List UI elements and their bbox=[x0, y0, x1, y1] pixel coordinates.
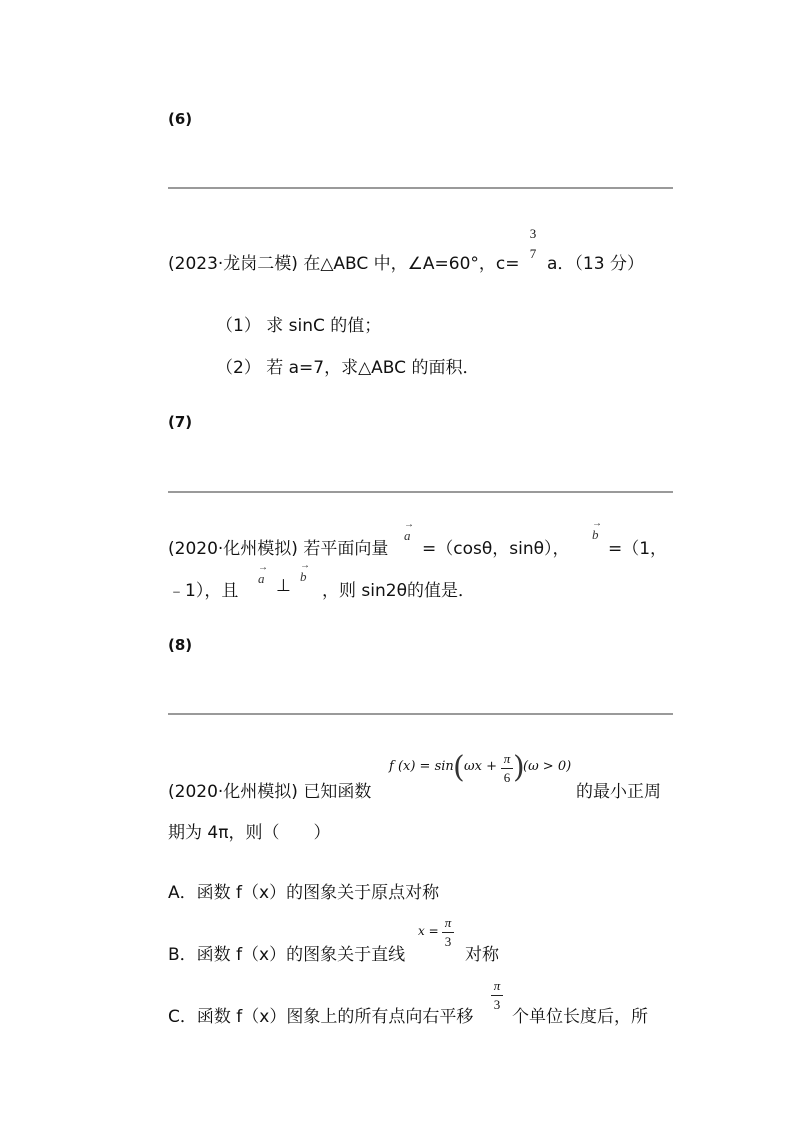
q9-stem bbox=[168, 777, 371, 802]
divider-3 bbox=[168, 713, 673, 715]
option-b-pi: π bbox=[444, 915, 452, 930]
q9-stem-text: 已知函数 bbox=[303, 782, 372, 802]
option-b-den: 3 bbox=[444, 934, 452, 949]
q9-line2: 期为 4π，则（ ） bbox=[168, 823, 331, 843]
question-number-8: (8) bbox=[168, 636, 193, 654]
q8-source: (2020·化州模拟) bbox=[168, 539, 298, 559]
q7-part-2: （2） 若 a=7，求△ABC 的面积． bbox=[216, 358, 480, 378]
q8-line2-start: ﹣1），且 bbox=[168, 581, 239, 601]
option-b-end: 对称 bbox=[465, 945, 499, 965]
question-number-7: (7) bbox=[168, 413, 193, 431]
formula-left: f (x) = sin bbox=[389, 759, 454, 774]
q8-line1-left bbox=[168, 534, 388, 559]
vector-a-symbol-2: → a bbox=[258, 562, 268, 586]
divider-2 bbox=[168, 491, 673, 493]
q8-line1-end: =（1， bbox=[608, 539, 668, 559]
option-c-pi: π bbox=[493, 978, 501, 993]
option-b: B．函数 f（x）的图象关于直线 bbox=[168, 945, 406, 965]
formula-six: 6 bbox=[503, 770, 511, 785]
q7-fraction bbox=[526, 226, 540, 262]
formula-pi-over-6 bbox=[501, 751, 513, 786]
vec-a-letter-2: a bbox=[258, 571, 265, 586]
q8-line1-text: 若平面向量 bbox=[303, 539, 389, 559]
option-b-fraction bbox=[442, 915, 454, 950]
option-b-x: x = bbox=[418, 924, 439, 938]
formula-paren-open: ( bbox=[453, 750, 465, 785]
q9-function-formula bbox=[389, 750, 572, 790]
q7-frac-num: 3 bbox=[529, 226, 537, 241]
divider-1 bbox=[168, 187, 673, 189]
formula-inner: ωx + bbox=[464, 759, 497, 774]
q9-source: (2020·化州模拟) bbox=[168, 782, 298, 802]
option-a: A．函数 f（x）的图象关于原点对称 bbox=[168, 883, 440, 903]
q9-stem-end: 的最小正周 bbox=[576, 782, 661, 802]
vec-b-letter: b bbox=[592, 527, 599, 542]
q8-line2-end: ，则 sin2θ的值是． bbox=[322, 581, 475, 601]
vec-a-letter: a bbox=[404, 528, 411, 543]
q7-source: (2023·龙岗二模) bbox=[168, 254, 298, 274]
vector-b-symbol: → b bbox=[592, 518, 602, 542]
option-c-den: 3 bbox=[493, 997, 501, 1012]
vec-b-letter-2: b bbox=[300, 569, 307, 584]
option-c-fraction bbox=[491, 978, 503, 1013]
q7-frac-den: 7 bbox=[529, 246, 537, 261]
option-c: C．函数 f（x）图象上的所有点向右平移 bbox=[168, 1007, 474, 1027]
perpendicular-symbol: ⊥ bbox=[276, 576, 291, 596]
q7-stem bbox=[168, 249, 520, 274]
q7-stem-prefix: 在△ABC 中，∠A=60°，c= bbox=[303, 254, 520, 274]
formula-condition: (ω > 0) bbox=[523, 759, 572, 774]
option-c-end: 个单位长度后，所 bbox=[512, 1007, 648, 1027]
formula-paren-close: ) bbox=[513, 750, 525, 785]
q7-stem-suffix: a．（13 分） bbox=[547, 254, 644, 274]
option-b-formula bbox=[418, 915, 460, 951]
formula-pi: π bbox=[503, 751, 511, 766]
question-number-6: (6) bbox=[168, 110, 193, 128]
q8-line1-mid: =（cosθ，sinθ）， bbox=[422, 539, 570, 559]
q7-part-1: （1） 求 sinC 的值； bbox=[216, 316, 382, 336]
vector-a-symbol: → a bbox=[404, 519, 414, 543]
vector-b-symbol-2: → b bbox=[300, 560, 310, 584]
